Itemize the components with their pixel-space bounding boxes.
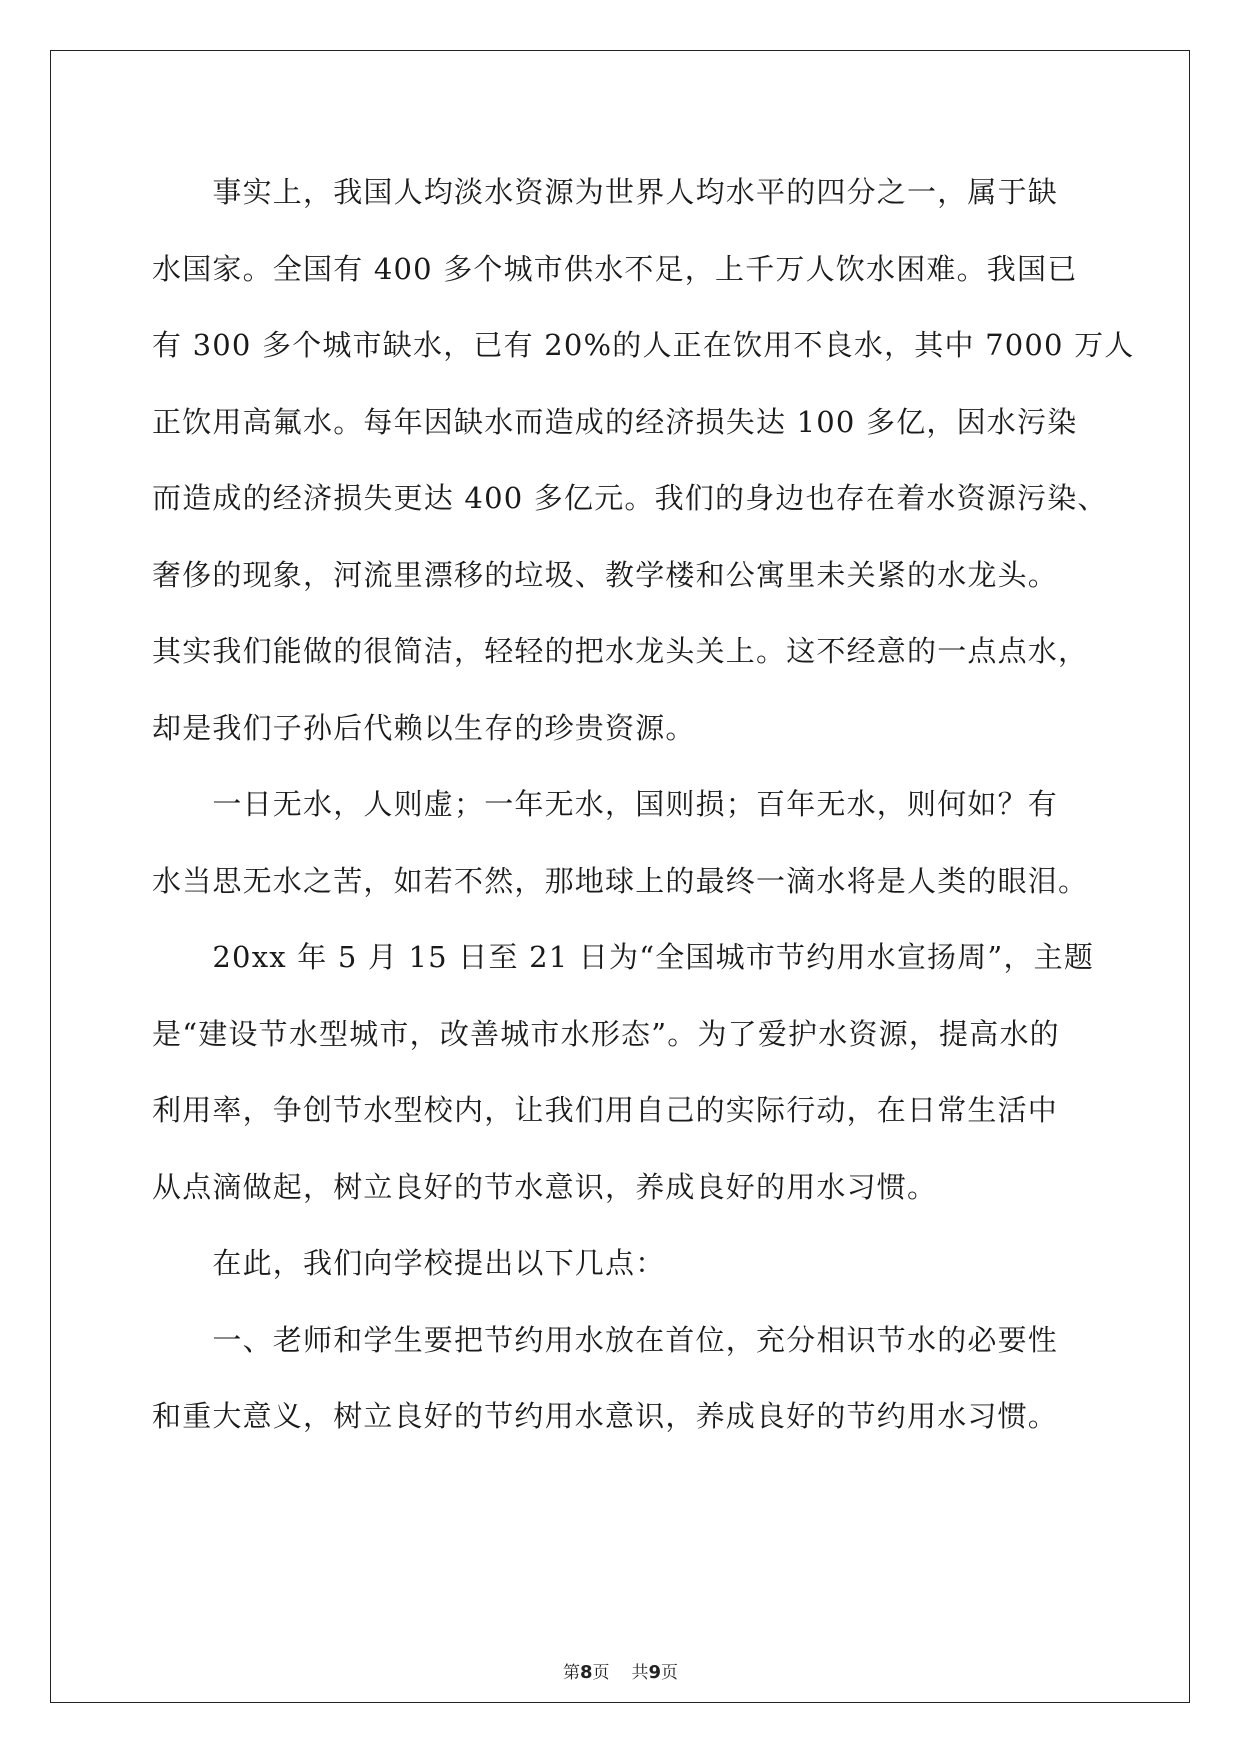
- body-line: 有 300 多个城市缺水，已有 20%的人正在饮用不良水，其中 7000 万人: [152, 328, 1135, 362]
- body-line: 一日无水，人则虚；一年无水，国则损；百年无水，则何如？有: [152, 787, 1059, 821]
- body-line: 水当思无水之苦，如若不然，那地球上的最终一滴水将是人类的眼泪。: [152, 863, 1089, 898]
- page-footer: [0, 1661, 1241, 1685]
- page-prefix: 第: [562, 1663, 580, 1683]
- document-body: [152, 158, 1135, 1459]
- body-line: 而造成的经济损失更达 400 多亿元。我们的身边也存在着水资源污染、: [152, 481, 1108, 515]
- body-line: 从点滴做起，树立良好的节水意识，养成良好的用水习惯。: [152, 1169, 938, 1204]
- body-line: 一、老师和学生要把节约用水放在首位，充分相识节水的必要性: [152, 1322, 1059, 1357]
- page-word: 页: [592, 1663, 610, 1683]
- total-prefix: 共: [631, 1663, 649, 1683]
- total-pages-number: 9: [648, 1662, 662, 1683]
- body-line: 和重大意义，树立良好的节约用水意识，养成良好的节约用水习惯。: [152, 1399, 1059, 1433]
- body-line: 其实我们能做的很简洁，轻轻的把水龙头关上。这不经意的一点点水，: [152, 634, 1089, 668]
- body-line: 事实上，我国人均淡水资源为世界人均水平的四分之一，属于缺: [152, 175, 1059, 209]
- body-line: 在此，我们向学校提出以下几点：: [152, 1246, 666, 1280]
- body-line: 20xx 年 5 月 15 日至 21 日为“全国城市节约用水宣扬周”，主题: [152, 940, 1095, 974]
- body-line: 正饮用高氟水。每年因缺水而造成的经济损失达 100 多亿，因水污染: [152, 404, 1078, 439]
- body-line: 水国家。全国有 400 多个城市供水不足，上千万人饮水困难。我国已: [152, 251, 1078, 286]
- total-word: 页: [661, 1663, 679, 1683]
- body-line: 奢侈的现象，河流里漂移的垃圾、教学楼和公寓里未关紧的水龙头。: [152, 557, 1059, 592]
- body-line: 利用率，争创节水型校内，让我们用自己的实际行动，在日常生活中: [152, 1093, 1059, 1127]
- current-page-number: 8: [579, 1662, 593, 1683]
- body-line: 却是我们子孙后代赖以生存的珍贵资源。: [152, 710, 696, 745]
- body-line: 是“建设节水型城市，改善城市水形态”。为了爱护水资源，提高水的: [152, 1016, 1060, 1051]
